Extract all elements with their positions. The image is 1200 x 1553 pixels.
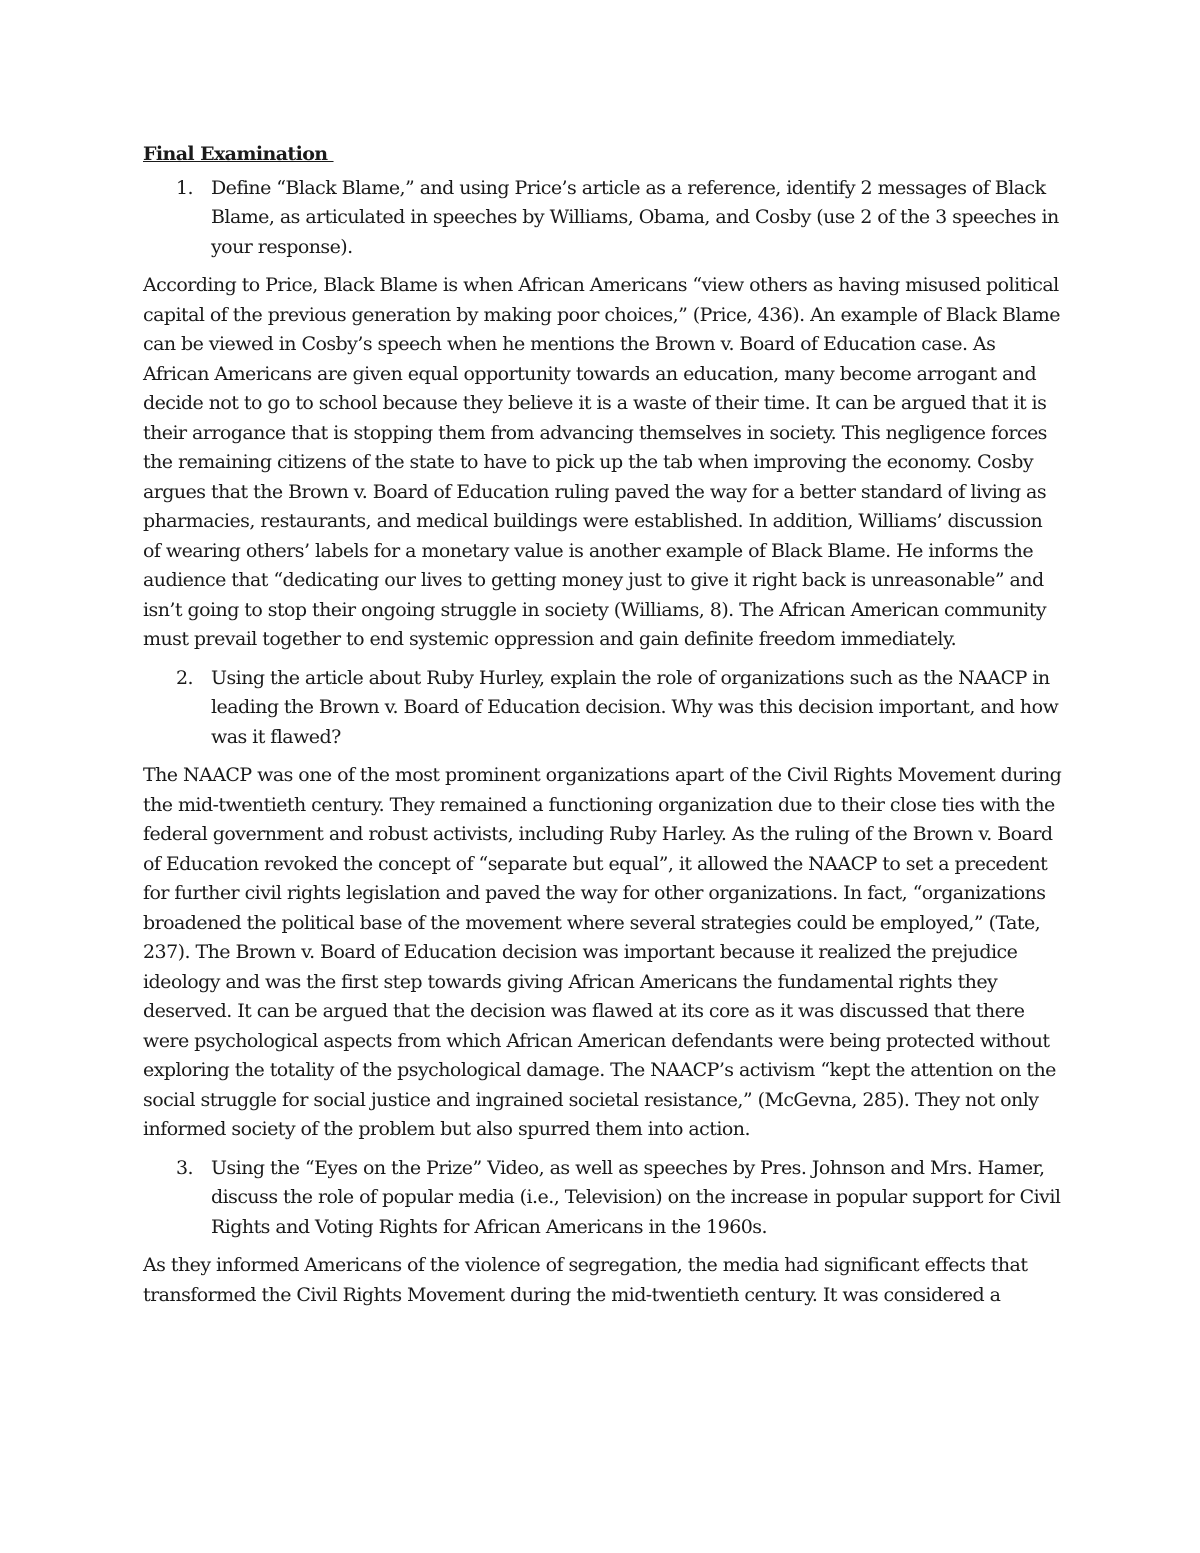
- question-1: [143, 174, 1063, 263]
- question-text: Using the article about Ruby Hurley, explain the role of organizations such as the NAACP in leading the Brown v. Board of Education decision. Why was this decision important, and how was it flawed?: [211, 666, 1059, 748]
- document-body: [143, 140, 1063, 1319]
- question-text: Using the “Eyes on the Prize” Video, as well as speeches by Pres. Johnson and Mrs. Hamer, discuss the role of popular media (i.e., Television) on the increase in popular support for Civil Rights and Voting Rights for African Americans in the 1960s.: [211, 1156, 1061, 1238]
- question-2: [143, 664, 1063, 753]
- document-title: Final Examination: [143, 143, 334, 165]
- question-3: [143, 1154, 1063, 1243]
- question-number: 2.: [176, 666, 194, 689]
- question-number: 1.: [176, 176, 194, 199]
- answer-3: As they informed Americans of the violence of segregation, the media had significant effects that transformed the Civil Rights Movement during the mid-twentieth century. It was considered a: [143, 1254, 1028, 1306]
- answer-2: The NAACP was one of the most prominent organizations apart of the Civil Rights Movement during the mid-twentieth century. They remained a functioning organization due to their close ties with the federal government and robust activists, including Ruby Harley. As the ruling of the Brown v. Board of Education revoked the concept of “separate but equal”, it allowed the NAACP to set a precedent for further civil rights legislation and paved the way for other organizations. In fact, “organizations broadened the political base of the movement where several strategies could be employed,” (Tate, 237). The Brown v. Board of Education decision was important because it realized the prejudice ideology and was the first step towards giving African Americans the fundamental rights they deserved. It can be argued that the decision was flawed at its core as it was discussed that there were psychological aspects from which African American defendants were being protected without exploring the totality of the psychological damage. The NAACP’s activism “kept the attention on the social struggle for social justice and ingrained societal resistance,” (McGevna, 285). They not only informed society of the problem but also spurred them into action.: [143, 764, 1062, 1140]
- answer-1: According to Price, Black Blame is when African Americans “view others as having misused political capital of the previous generation by making poor choices,” (Price, 436). An example of Black Blame can be viewed in Cosby’s speech when he mentions the Brown v. Board of Education case. As African Americans are given equal opportunity towards an education, many become arrogant and decide not to go to school because they believe it is a waste of their time. It can be argued that it is their arrogance that is stopping them from advancing themselves in society. This negligence forces the remaining citizens of the state to have to pick up the tab when improving the economy. Cosby argues that the Brown v. Board of Education ruling paved the way for a better standard of living as pharmacies, restaurants, and medical buildings were established. In addition, Williams’ discussion of wearing others’ labels for a monetary value is another example of Black Blame. He informs the audience that “dedicating our lives to getting money just to give it right back is unreasonable” and isn’t going to stop their ongoing struggle in society (Williams, 8). The African American community must prevail together to end systemic oppression and gain definite freedom immediately.: [143, 274, 1060, 650]
- question-number: 3.: [176, 1156, 194, 1179]
- question-text: Define “Black Blame,” and using Price’s article as a reference, identify 2 messages of Black Blame, as articulated in speeches by Williams, Obama, and Cosby (use 2 of the 3 speeches in your response).: [211, 176, 1059, 258]
